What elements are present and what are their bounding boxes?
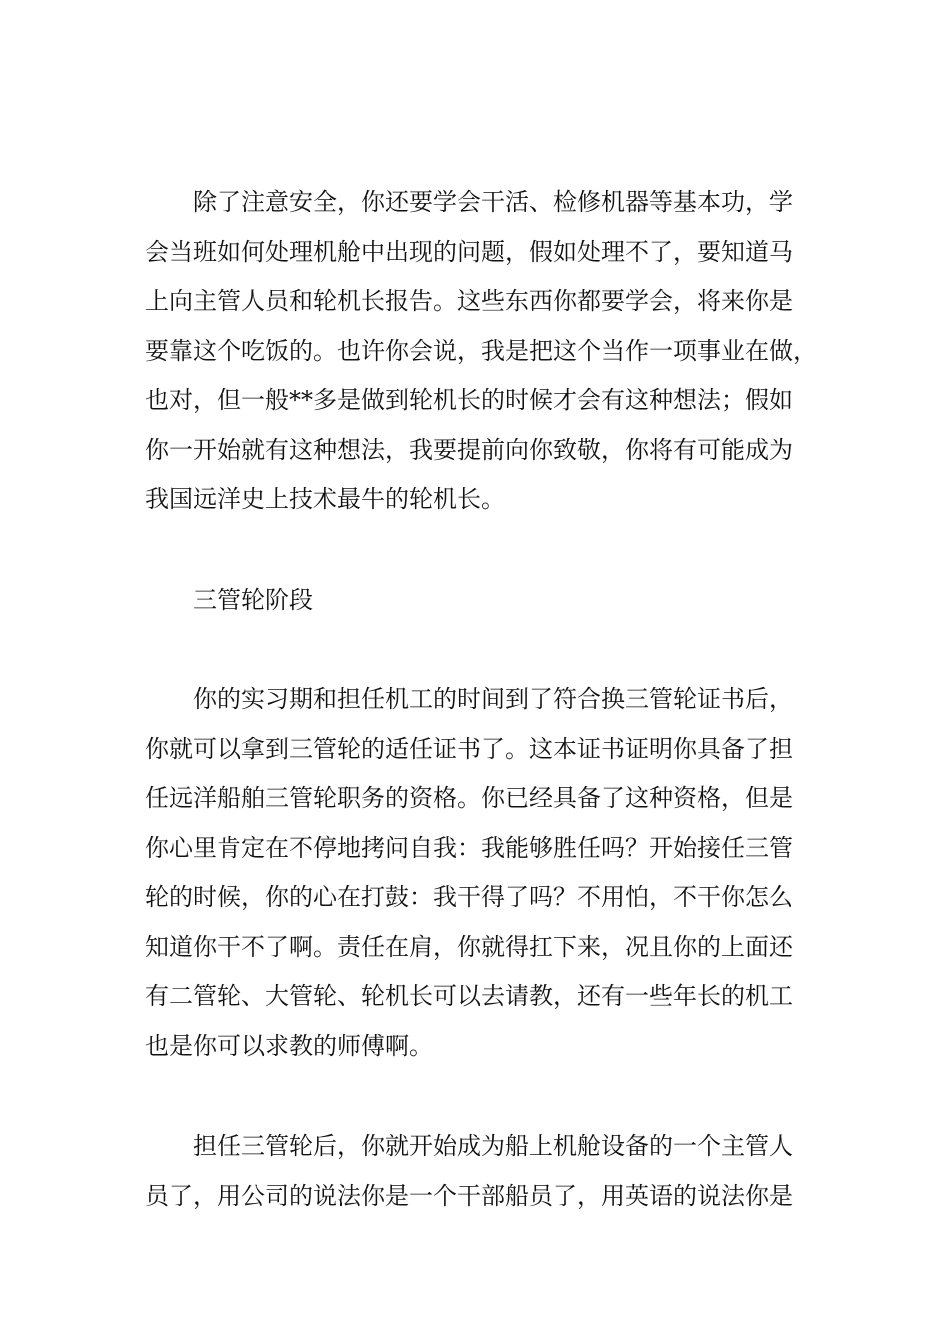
text-line: 除了注意安全，你还要学会干活、检修机器等基本功，学 (193, 188, 793, 216)
text-line: 担任三管轮后，你就开始成为船上机舱设备的一个主管人 (193, 1132, 793, 1160)
text-line: 任远洋船舶三管轮职务的资格。你已经具备了这种资格，但是 (145, 784, 793, 812)
paragraph (145, 675, 815, 1071)
paragraph (145, 178, 815, 525)
text-line: 你一开始就有这种想法，我要提前向你致敬，你将有可能成为 (145, 435, 793, 464)
text-line: 知道你干不了啊。责任在肩，你就得扛下来，况且你的上面还 (145, 932, 793, 961)
text-line: 轮的时候，你的心在打鼓：我干得了吗？不用怕，不干你怎么 (145, 883, 793, 911)
text-line: 你心里肯定在不停地拷问自我：我能够胜任吗？开始接任三管 (145, 833, 793, 862)
paragraph (145, 1122, 815, 1221)
section-heading (145, 576, 815, 626)
text-line: 会当班如何处理机舱中出现的问题，假如处理不了，要知道马 (145, 237, 793, 266)
text-line: 也对，但一般**多是做到轮机长的时候才会有这种想法；假如 (145, 386, 793, 414)
document-body (145, 178, 815, 1221)
text-line: 我国远洋史上技术最牛的轮机长。 (145, 485, 505, 513)
text-line: 要靠这个吃饭的。也许你会说，我是把这个当作一项事业在做， (145, 336, 817, 365)
text-line: 你的实习期和担任机工的时间到了符合换三管轮证书后， (193, 685, 793, 713)
text-line: 有二管轮、大管轮、轮机长可以去请教，还有一些年长的机工 (145, 982, 793, 1010)
text-line: 员了，用公司的说法你是一个干部船员了，用英语的说法你是 (145, 1181, 793, 1210)
text-line: 也是你可以求教的师傅啊。 (145, 1031, 433, 1060)
section-heading-text: 三管轮阶段 (193, 585, 313, 614)
text-line: 上向主管人员和轮机长报告。这些东西你都要学会，将来你是 (145, 287, 793, 315)
text-line: 你就可以拿到三管轮的适任证书了。这本证书证明你具备了担 (145, 734, 793, 763)
